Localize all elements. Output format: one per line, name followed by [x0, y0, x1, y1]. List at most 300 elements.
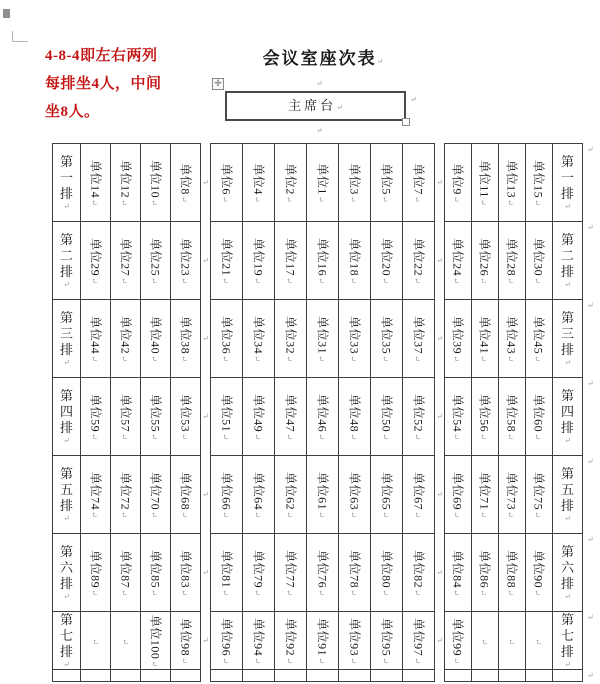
row-label-text: 第二排	[560, 232, 574, 279]
paragraph-mark: ↵	[348, 276, 357, 284]
annotation-line: 坐8人。	[45, 104, 100, 120]
seat-column-group	[444, 143, 583, 682]
row-label	[553, 300, 582, 377]
paragraph-mark: ↵	[63, 435, 70, 445]
spacer-cell	[445, 670, 472, 682]
seat-cell	[307, 456, 339, 534]
paragraph-mark: ↵	[412, 588, 421, 596]
paragraph-mark: ↵	[505, 276, 515, 284]
seat-text: 单位68↵	[178, 471, 192, 518]
paragraph-mark: ↵	[202, 255, 209, 265]
seat-cell	[499, 456, 526, 534]
seat-cell	[275, 144, 307, 222]
row-label-text: 第五排	[560, 466, 574, 513]
paragraph-mark: ↵	[89, 510, 98, 518]
paragraph-mark: ↵	[316, 195, 325, 203]
seat-text: 单位56↵	[477, 393, 492, 440]
paragraph-mark: ↵	[505, 198, 515, 206]
seat-text: 单位38↵	[178, 315, 192, 362]
seat-text: 单位10↵	[148, 159, 162, 206]
seat-text: 单位66↵	[219, 471, 233, 518]
table-resize-handle[interactable]	[402, 118, 410, 126]
seat-text: 单位30↵	[531, 237, 546, 284]
paragraph-mark: ↵	[316, 79, 323, 88]
gap-cell	[201, 669, 210, 681]
gap-cell	[201, 455, 210, 533]
gap-cell	[435, 299, 444, 377]
paragraph-mark: ↵	[506, 637, 516, 645]
seat-text: 单位85↵	[148, 549, 162, 596]
seat-text: 单位69↵	[450, 471, 465, 518]
seat-column-group	[52, 143, 201, 682]
row-label	[553, 612, 582, 669]
seat-column-group	[210, 143, 435, 682]
paragraph-mark: ↵	[316, 510, 325, 518]
spacer-cell	[211, 670, 243, 682]
seat-cell	[211, 534, 243, 612]
table-move-handle-icon[interactable]: ✛	[212, 78, 224, 90]
paragraph-mark: ↵	[587, 613, 594, 622]
paragraph-mark: ↵	[532, 510, 542, 518]
paragraph-mark: ↵	[451, 195, 461, 203]
seat-cell	[371, 456, 403, 534]
podium-label: 主席台	[288, 98, 337, 113]
paragraph-mark: ↵	[89, 432, 98, 440]
seat-cell	[499, 300, 526, 378]
seat-text: 单位52↵	[411, 393, 425, 440]
paragraph-mark: ↵	[564, 591, 571, 601]
seat-text: 单位28↵	[504, 237, 519, 284]
seat-text: 单位12↵	[118, 159, 132, 206]
paragraph-mark: ↵	[478, 198, 488, 206]
paragraph-mark: ↵	[436, 333, 443, 343]
paragraph-mark: ↵	[348, 588, 357, 596]
seat-text: 单位81↵	[219, 549, 233, 596]
seat-cell	[371, 534, 403, 612]
row-label-text: 第二排	[59, 232, 73, 279]
spacer-cell	[275, 670, 307, 682]
seat-text: 单位4↵	[251, 162, 265, 203]
seat-cell	[111, 456, 141, 534]
paragraph-mark: ↵	[202, 567, 209, 577]
paragraph-mark: ↵	[252, 510, 261, 518]
paragraph-mark: ↵	[90, 637, 99, 645]
seat-text: 单位59↵	[88, 393, 102, 440]
seat-text: 单位43↵	[504, 315, 519, 362]
paragraph-mark: ↵	[587, 379, 594, 388]
paragraph-mark: ↵	[380, 276, 389, 284]
seat-cell	[472, 378, 499, 456]
row-label-cell	[553, 612, 583, 670]
paragraph-mark: ↵	[412, 510, 421, 518]
seat-cell	[307, 300, 339, 378]
seat-text: 单位24↵	[450, 237, 465, 284]
seat-text: 单位83↵	[178, 549, 192, 596]
paragraph-mark: ↵	[532, 198, 542, 206]
paragraph-mark: ↵	[478, 510, 488, 518]
seat-cell	[339, 534, 371, 612]
seat-cell	[472, 612, 499, 670]
paragraph-mark: ↵	[505, 354, 515, 362]
paragraph-mark: ↵	[284, 432, 293, 440]
row-label	[53, 144, 80, 221]
paragraph-mark: ↵	[119, 510, 128, 518]
seat-cell	[445, 534, 472, 612]
seat-text: 单位40↵	[148, 315, 162, 362]
gap-cell	[435, 611, 444, 669]
spacer-cell	[472, 670, 499, 682]
paragraph-mark: ↵	[89, 276, 98, 284]
seat-cell	[403, 378, 435, 456]
row-label-text: 第四排	[560, 388, 574, 435]
paragraph-mark: ↵	[505, 588, 515, 596]
paragraph-mark: ↵	[316, 588, 325, 596]
podium-box[interactable]	[225, 91, 406, 121]
paragraph-mark: ↵	[202, 411, 209, 421]
seat-cell	[445, 612, 472, 670]
gap-cell	[435, 221, 444, 299]
seat-cell	[526, 378, 553, 456]
row-label-cell	[553, 144, 583, 222]
paragraph-mark: ↵	[436, 489, 443, 499]
seat-text: 单位84↵	[450, 549, 465, 596]
seat-cell	[526, 456, 553, 534]
paragraph-mark: ↵	[284, 354, 293, 362]
seat-cell	[371, 378, 403, 456]
seat-text: 单位2↵	[283, 162, 297, 203]
seat-text: 单位62↵	[283, 471, 297, 518]
seat-text: 单位15↵	[531, 159, 546, 206]
seat-cell	[243, 300, 275, 378]
paragraph-mark: ↵	[380, 432, 389, 440]
seat-text: 单位88↵	[504, 549, 519, 596]
page-title-text: 会议室座次表	[262, 49, 377, 68]
seat-cell	[275, 534, 307, 612]
gap-cell	[201, 299, 210, 377]
paragraph-mark: ↵	[149, 276, 158, 284]
seat-text: 单位55↵	[148, 393, 162, 440]
gap-cell	[201, 143, 210, 221]
paragraph-mark: ↵	[284, 195, 293, 203]
spacer-cell	[403, 670, 435, 682]
paragraph-mark: ↵	[316, 354, 325, 362]
paragraph-mark: ↵	[252, 432, 261, 440]
row-label	[53, 222, 80, 299]
paragraph-mark: ↵	[316, 656, 325, 664]
seat-cell	[339, 456, 371, 534]
spacer-cell	[111, 670, 141, 682]
row-label-cell	[53, 222, 81, 300]
seat-cell	[371, 612, 403, 670]
row-label-cell	[53, 300, 81, 378]
seat-text: 单位9↵	[450, 162, 465, 203]
paragraph-mark: ↵	[179, 510, 188, 518]
seat-text: 单位78↵	[347, 549, 361, 596]
paragraph-mark: ↵	[412, 656, 421, 664]
paragraph-mark: ↵	[220, 195, 229, 203]
seat-cell	[171, 612, 201, 670]
row-label	[553, 378, 582, 455]
paragraph-mark: ↵	[220, 510, 229, 518]
paragraph-mark: ↵	[63, 659, 70, 669]
seat-cell	[81, 378, 111, 456]
paragraph-mark: ↵	[436, 255, 443, 265]
seat-text: 单位20↵	[379, 237, 393, 284]
seat-text: 单位65↵	[379, 471, 393, 518]
paragraph-mark: ↵	[63, 201, 70, 211]
row-label	[53, 300, 80, 377]
seat-text: 单位51↵	[219, 393, 233, 440]
seat-text: 单位74↵	[88, 471, 102, 518]
spacer-cell	[171, 670, 201, 682]
seat-cell	[81, 534, 111, 612]
spacer-cell	[499, 670, 526, 682]
seat-text: 单位35↵	[379, 315, 393, 362]
paragraph-mark: ↵	[179, 276, 188, 284]
paragraph-mark: ↵	[252, 656, 261, 664]
seat-text: 单位5↵	[379, 162, 393, 203]
seat-text: 单位57↵	[118, 393, 132, 440]
gap-cell	[201, 221, 210, 299]
seat-text: 单位99↵	[450, 617, 465, 664]
paragraph-mark: ↵	[533, 637, 543, 645]
seat-cell	[211, 378, 243, 456]
seat-text: 单位94↵	[251, 617, 265, 664]
spacer-cell	[81, 670, 111, 682]
paragraph-mark: ↵	[119, 588, 128, 596]
paragraph-mark: ↵	[284, 276, 293, 284]
gap-cell	[435, 455, 444, 533]
seat-cell	[275, 378, 307, 456]
paragraph-mark: ↵	[63, 513, 70, 523]
annotation-line: 4-8-4即左右两列	[45, 48, 158, 64]
paragraph-mark: ↵	[220, 432, 229, 440]
column-gap	[201, 143, 210, 681]
seat-cell	[472, 300, 499, 378]
seat-text: 单位76↵	[315, 549, 329, 596]
paragraph-mark: ↵	[252, 195, 261, 203]
seat-text: 单位79↵	[251, 549, 265, 596]
paragraph-mark: ↵	[564, 357, 571, 367]
empty-seat-text	[118, 637, 133, 645]
seat-text: 单位54↵	[450, 393, 465, 440]
paragraph-mark: ↵	[587, 535, 594, 544]
seat-text: 单位92↵	[283, 617, 297, 664]
seat-cell	[275, 222, 307, 300]
seat-cell	[526, 144, 553, 222]
paragraph-mark: ↵	[119, 354, 128, 362]
row-label-text: 第七排	[560, 612, 574, 659]
seat-text: 单位49↵	[251, 393, 265, 440]
seat-text: 单位21↵	[219, 237, 233, 284]
paragraph-mark: ↵	[119, 198, 128, 206]
paragraph-mark: ↵	[587, 671, 594, 680]
seat-cell	[403, 222, 435, 300]
annotation-line: 每排坐4人，中间	[45, 76, 162, 92]
seat-text: 单位16↵	[315, 237, 329, 284]
seat-cell	[171, 222, 201, 300]
gap-cell	[201, 611, 210, 669]
seat-cell	[307, 222, 339, 300]
row-label	[553, 456, 582, 533]
spacer-cell	[339, 670, 371, 682]
spacer-cell	[53, 670, 81, 682]
spacer-cell	[243, 670, 275, 682]
seat-text: 单位29↵	[88, 237, 102, 284]
paragraph-mark: ↵	[348, 354, 357, 362]
empty-seat-text	[478, 637, 493, 645]
seat-cell	[403, 534, 435, 612]
seat-text: 单位58↵	[504, 393, 519, 440]
paragraph-mark: ↵	[220, 656, 229, 664]
seat-text: 单位14↵	[88, 159, 102, 206]
row-label-text: 第一排	[560, 154, 574, 201]
seat-cell	[307, 534, 339, 612]
seat-text: 单位19↵	[251, 237, 265, 284]
paragraph-mark: ↵	[451, 656, 461, 664]
row-label	[553, 222, 582, 299]
paragraph-mark: ↵	[316, 276, 325, 284]
paragraph-mark: ↵	[284, 656, 293, 664]
paragraph-mark: ↵	[380, 195, 389, 203]
seat-cell	[499, 612, 526, 670]
seat-cell	[111, 144, 141, 222]
seat-cell	[243, 612, 275, 670]
seat-text: 单位91↵	[315, 617, 329, 664]
seat-text: 单位3↵	[347, 162, 361, 203]
seat-text: 单位70↵	[148, 471, 162, 518]
seat-cell	[111, 300, 141, 378]
seat-cell	[307, 144, 339, 222]
paragraph-mark: ↵	[179, 432, 188, 440]
paragraph-mark: ↵	[348, 510, 357, 518]
seat-text: 单位7↵	[411, 162, 425, 203]
seat-text: 单位6↵	[219, 162, 233, 203]
seat-cell	[275, 456, 307, 534]
seat-cell	[472, 222, 499, 300]
paragraph-mark: ↵	[149, 510, 158, 518]
paragraph-mark: ↵	[348, 656, 357, 664]
paragraph-mark: ↵	[179, 195, 188, 203]
spacer-cell	[141, 670, 171, 682]
paragraph-mark: ↵	[587, 301, 594, 310]
paragraph-mark: ↵	[179, 656, 188, 664]
seat-cell	[445, 222, 472, 300]
paragraph-mark: ↵	[451, 510, 461, 518]
paragraph-mark: ↵	[564, 513, 571, 523]
seat-text: 单位72↵	[118, 471, 132, 518]
paragraph-mark: ↵	[478, 588, 488, 596]
seat-cell	[371, 300, 403, 378]
seat-cell	[403, 612, 435, 670]
seat-cell	[499, 222, 526, 300]
seat-text: 单位26↵	[477, 237, 492, 284]
seat-cell	[111, 612, 141, 670]
paragraph-mark: ↵	[532, 432, 542, 440]
seat-text: 单位36↵	[219, 315, 233, 362]
seat-cell	[526, 222, 553, 300]
seat-text: 单位98↵	[178, 617, 192, 664]
seat-text: 单位11↵	[477, 159, 492, 206]
row-label-text: 第三排	[59, 310, 73, 357]
seat-cell	[472, 456, 499, 534]
seat-text: 单位64↵	[251, 471, 265, 518]
paragraph-mark: ↵	[410, 95, 417, 104]
paragraph-mark: ↵	[179, 354, 188, 362]
seat-text: 单位41↵	[477, 315, 492, 362]
paragraph-mark: ↵	[149, 198, 158, 206]
seat-cell	[339, 300, 371, 378]
seat-cell	[81, 612, 111, 670]
seat-text: 单位47↵	[283, 393, 297, 440]
spacer-cell	[371, 670, 403, 682]
seat-text: 单位80↵	[379, 549, 393, 596]
row-label-cell	[53, 456, 81, 534]
paragraph-mark: ↵	[119, 432, 128, 440]
paragraph-mark: ↵	[63, 357, 70, 367]
seat-cell	[243, 378, 275, 456]
paragraph-mark: ↵	[451, 354, 461, 362]
seat-cell	[141, 456, 171, 534]
paragraph-mark: ↵	[202, 177, 209, 187]
paragraph-mark: ↵	[89, 588, 98, 596]
seat-cell	[339, 222, 371, 300]
seat-cell	[171, 456, 201, 534]
paragraph-mark: ↵	[380, 656, 389, 664]
seat-cell	[171, 300, 201, 378]
seat-cell	[81, 456, 111, 534]
seat-cell	[403, 456, 435, 534]
screen-artifact	[3, 9, 10, 18]
seat-cell	[275, 300, 307, 378]
seat-cell	[526, 300, 553, 378]
row-label-cell	[553, 222, 583, 300]
paragraph-mark: ↵	[436, 177, 443, 187]
seat-text: 单位31↵	[315, 315, 329, 362]
row-label	[553, 534, 582, 611]
row-label-cell	[553, 378, 583, 456]
seat-text: 单位60↵	[531, 393, 546, 440]
seat-cell	[499, 534, 526, 612]
paragraph-mark: ↵	[252, 276, 261, 284]
row-label	[53, 378, 80, 455]
paragraph-mark: ↵	[478, 276, 488, 284]
paragraph-mark: ↵	[587, 223, 594, 232]
seat-cell	[211, 222, 243, 300]
paragraph-mark: ↵	[202, 489, 209, 499]
row-label-cell	[553, 534, 583, 612]
seat-cell	[141, 144, 171, 222]
seat-text: 单位73↵	[504, 471, 519, 518]
seat-cell	[403, 144, 435, 222]
gap-cell	[201, 377, 210, 455]
paragraph-mark: ↵	[149, 659, 158, 667]
seat-cell	[307, 612, 339, 670]
seat-text: 单位32↵	[283, 315, 297, 362]
seat-text: 单位90↵	[531, 549, 546, 596]
paragraph-mark: ↵	[505, 510, 515, 518]
seat-cell	[141, 378, 171, 456]
seat-cell	[339, 378, 371, 456]
row-label-cell	[53, 378, 81, 456]
seat-cell	[81, 144, 111, 222]
seat-cell	[141, 612, 171, 670]
paragraph-mark: ↵	[451, 432, 461, 440]
paragraph-mark: ↵	[412, 195, 421, 203]
seat-cell	[141, 222, 171, 300]
paragraph-mark: ↵	[348, 195, 357, 203]
paragraph-mark: ↵	[202, 333, 209, 343]
